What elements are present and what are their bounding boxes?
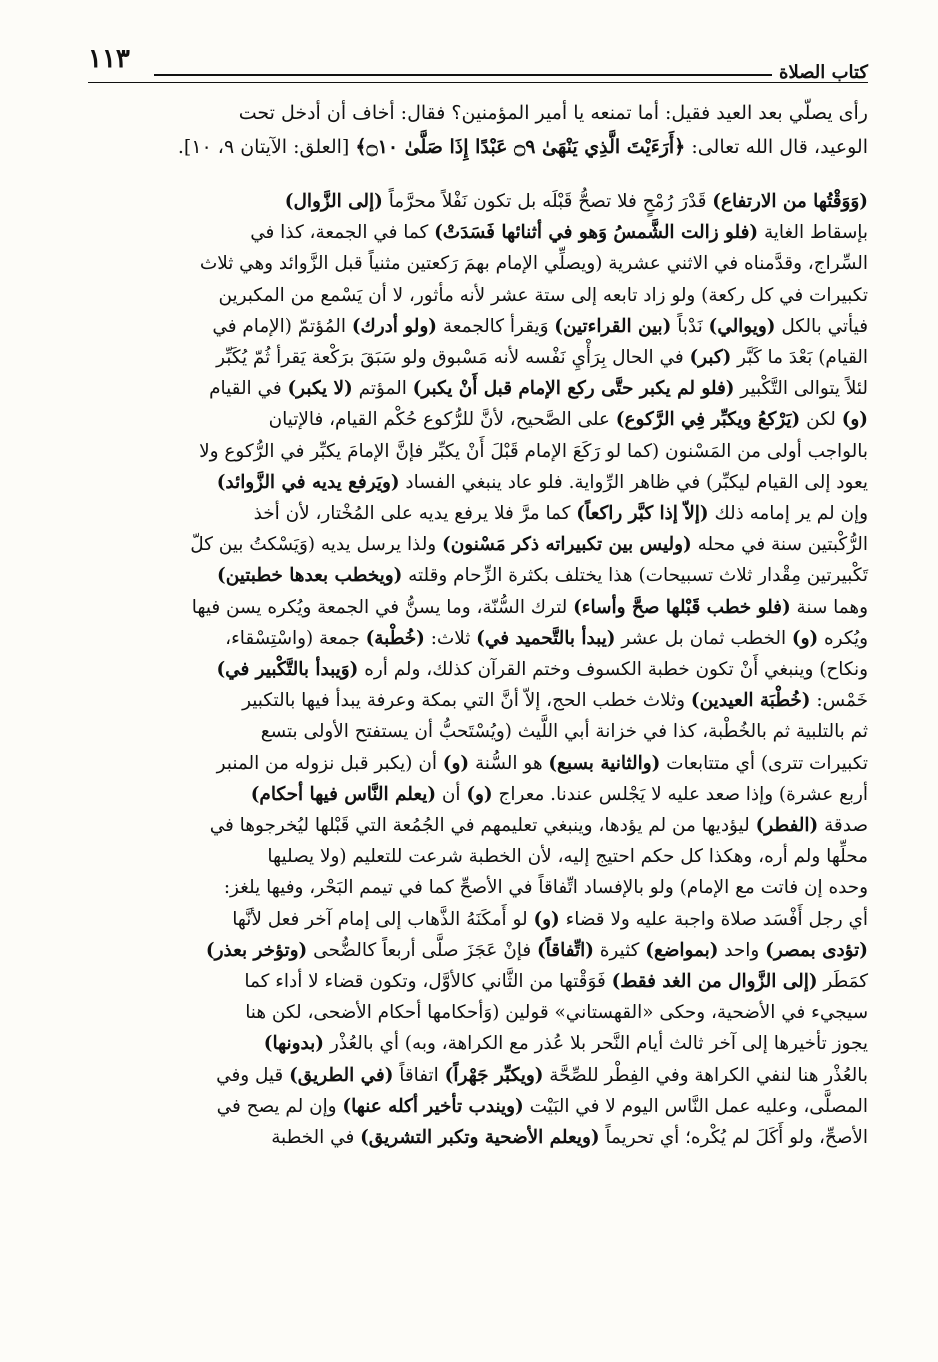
text-line: تَكْبيرتين مِقْدار ثلاث تسبيحات) هذا يختلف بكثرة الزِّحام وقلته (ويخطب بعدها خطبتين) <box>217 565 868 587</box>
running-title: كتاب الصلاة <box>779 62 868 83</box>
text-line: يجوز تأخيرها إلى آخر ثالث أيام النَّحر بلا عُذر مع الكراهة، وبه) أي بالعُذْر (بدونها) <box>263 1033 868 1055</box>
text-line: وإن لم ير إمامه ذلك (إلاّ إذا كبَّر راكعاً) كما مرَّ فلا يرفع يديه على المُخْتار، لأن أخذ <box>253 503 868 525</box>
text-line: وهما سنة (فلو خطب قَبْلها صحَّ وأساء) لترك السُّنّة، وما يسنُّ في الجمعة ويُكره يسن فيها <box>191 596 868 618</box>
text-line: (و) لكن (يَرْكعُ ويكبِّر فِي الرَّكوع) على الصَّحيح، لأنَّ للرُّكوع حُكْم القيام، فالإتيان <box>268 409 868 431</box>
text-line: تكبيرات تترى) أي متتابعات (والثانية بسبع) هو السُّنة (و) أن (يكبر قبل نزوله من المنبر <box>216 752 868 774</box>
page-body <box>88 96 868 1153</box>
text-line: (تؤدى بمصر) واحد (بمواضع) كثيرة (اتِّفاقاً) فإنْ عَجَزَ صلَّى أربعاً كالضُّحى (وتؤخر بعذر) <box>205 939 868 961</box>
text-line: المصلَّى، وعليه عمل النَّاس اليوم لا في البَيْت (ويندب تأخير أكله عنها) وإن لم يصح في <box>216 1095 868 1117</box>
quran-verse: ﴿أَرَءَيْتَ الَّذِي يَنْهَىٰ ۝٩ عَبْدًا إِذَا صَلَّىٰ ۝١٠﴾ <box>355 136 686 158</box>
intro-paragraph <box>88 96 868 164</box>
text-line: (وَوَقْتُها من الارتفاع) قَدْرَ رُمْحٍ فلا تصحُّ قَبْلَه بل تكون نَفْلاً محرَّماً (إلى الزَّوال) <box>284 191 868 212</box>
text-line: الرُّكْبتين سنة في محله (وليس بين تكبيراته ذكر مَسْنون) ولذا يرسل يديه (وَيَسْكتُ بين كلّ <box>190 534 868 556</box>
text-line: وحده إن فاتت مع الإمام) ولو بالإفساد اتِّفاقاً في الأصحِّ كما في تيمم البَحْر، وفيها يلغز: <box>223 877 868 899</box>
text-line: خَمْس: (خُطْبَة العيدين) وثلاث خطب الحج، إلاّ أنَّ التي بمكة وعرفة يبدأ فيها بالتكبير <box>242 690 868 712</box>
text-line: تكبيرات في كل ركعة) ولو زاد تابعه إلى ستة عشر لأنه مأثور، لا أن يَسْمع من المكبرين <box>218 284 868 306</box>
text-line: أي رجل أَفْسَد صلاة واجبة عليه ولا قضاء (و) لو أَمكَنَهُ الذَّهاب إلى إمام آخر فعل لأنَّها <box>232 908 868 930</box>
main-text <box>88 186 868 1153</box>
text-line: يعود إلى القيام ليكبِّر) في ظاهر الرِّواية. فلو عاد ينبغي الفساد (ويَرفع يديه في الزَّوائد) <box>216 471 868 493</box>
text-line: الأصحِّ، ولو أَكَلَ لم يُكْره؛ أي تحريماً (ويعلم الأضحية وتكبر التشريق) في الخطبة <box>271 1127 868 1149</box>
header-underline <box>88 82 868 83</box>
page-number: ١١٣ <box>88 44 130 74</box>
text-line: محلِّها ولم أره، وهكذا كل حكم احتيج إليه، لأن الخطبة شرعت للتعليم (ولا يصليها <box>267 846 868 868</box>
text-line: القيام) بَعْدَ ما كَبَّر (كبر) في الحال بِرَأْيِ نَفْسه لأنه مَسْبوق ولو سَبَقَ برَكْعة يَقرأ ثُمّ يُكَبِّر <box>216 347 868 369</box>
text-line: صدقة (الفطر) ليؤديها من لم يؤدها، وينبغي تعليمهم في الجُمُعة التي قَبْلها ليُخرجوها في <box>209 815 868 837</box>
text-line: سيجيء في الأضحية، وحكى «القهستاني» قولين (وَأحكامها أحكام الأضحى، لكن هنا <box>245 1002 868 1024</box>
verse-citation: [العلق: الآيتان ٩، ١٠]. <box>177 136 356 158</box>
text-line: ثم بالتلبية ثم بالخُطْبة، كذا في خزانة أبي اللَّيث (ويُسْتَحبُّ أن يستفتح الأولى بتسع <box>260 721 868 743</box>
intro-line: رأى يصلّي بعد العيد فقيل: أما تمنعه يا أمير المؤمنين؟ فقال: أخاف أن أدخل تحت <box>238 102 868 124</box>
header-rule <box>154 74 772 76</box>
intro-line <box>88 130 868 164</box>
text-line: السِّراج، وقدَّمناه في الاثني عشرية (ويصلِّي الإمام بهمَ رَكعتين مثنياً قبل الزَّوائد وهي ثلاث <box>199 253 868 275</box>
text-line: ويُكره (و) الخطب ثمان بل عشر (يبدأ بالتَّحميد في) ثلاث: (خُطْبة) جمعة (واسْتِسْقاء، <box>225 627 868 649</box>
text-line: كمَطَر (إلى الزَّوال من الغد فقط) فَوَقْتها من الثَّاني كالأوَّل، وتكون قضاء لا أداء كما <box>244 971 868 993</box>
text-line: بالعُذْر هنا لنفي الكراهة وفي الفِطْر للصِّحَّة (ويكبِّر جَهْراً) اتفاقاً (في الطريق) قيل وفي <box>216 1064 868 1086</box>
text-line: بإسقاط الغاية (فلو زالت الشَّمسُ وَهو في أثنائها فَسَدَتْ) كما في الجمعة، كذا في <box>250 222 868 244</box>
text-line: أربع عشرة) وإذا صعد عليه لا يَجْلس عندنا. معراج (و) أن (يعلم النَّاس فيها أحكام) <box>250 783 868 805</box>
text-line: لئلاً يتوالى التَّكْبير (فلو لم يكبر حتَّى ركع الإمام قبل أَنْ يكبر) المؤتم (لا يكبر) في القيام <box>209 378 868 400</box>
text-line: بالواجب أولى من المَسْنون (كما لو رَكَعَ الإمام قَبْلَ أَنْ يكبِّر فإنَّ الإمامَ يكبِّر في الرُّكوع ولا <box>199 440 868 462</box>
text-line: فيأتي بالكل (ويوالي) نَدْباً (بين القراءتين) وَيقرأ كالجمعة (ولو أدرك) المُؤتمّ (الإمام في <box>212 315 868 337</box>
intro-text: الوعيد، قال الله تعالى: <box>685 136 868 158</box>
page-header <box>88 44 868 84</box>
text-line: ونكاح) وينبغي أَنْ تكون خطبة الكسوف وختم القرآن كذلك، ولم أره (وَيبدأ بالتَّكْبير في) <box>216 659 868 681</box>
